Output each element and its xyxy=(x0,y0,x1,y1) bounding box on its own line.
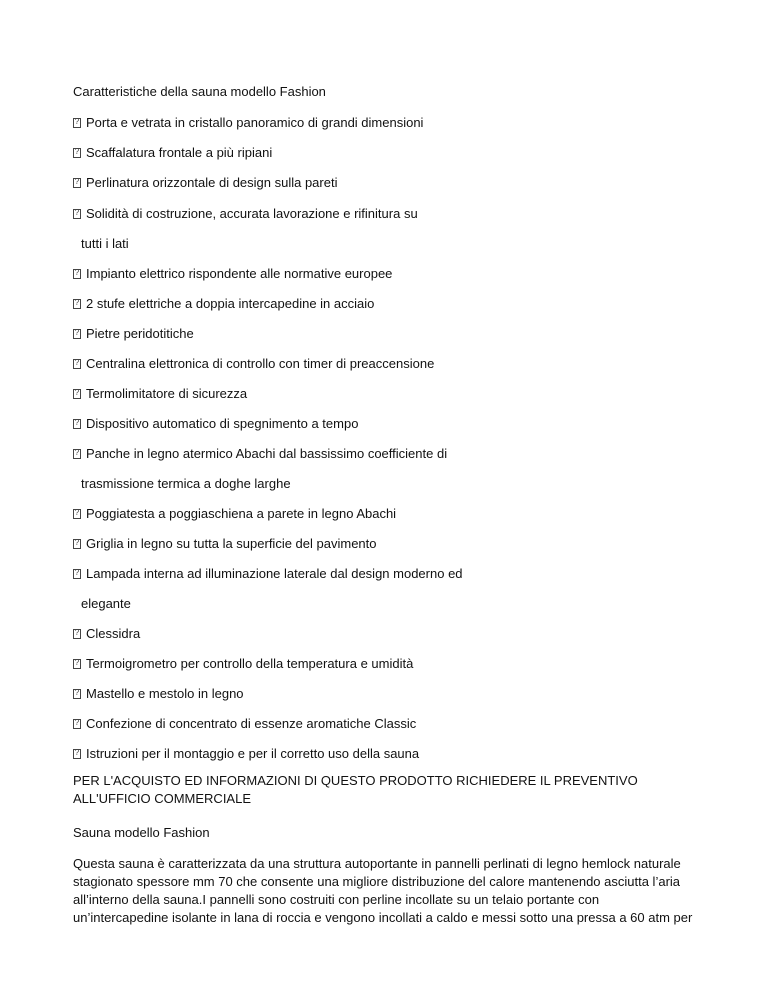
missing-glyph-icon xyxy=(73,539,81,549)
missing-glyph-icon xyxy=(73,359,81,369)
purchase-notice: PER L'ACQUISTO ED INFORMAZIONI DI QUESTO PRODOTTO RICHIEDERE IL PREVENTIVO ALL'UFFICIO COMMERCIALE xyxy=(73,773,638,806)
feature-item: ?Poggiatesta a poggiaschiena a parete in legno Abachi xyxy=(73,506,396,522)
missing-glyph-icon xyxy=(73,719,81,729)
missing-glyph-icon xyxy=(73,148,81,158)
missing-glyph-icon xyxy=(73,509,81,519)
feature-item: ?Mastello e mestolo in legno xyxy=(73,686,244,702)
product-description: Questa sauna è caratterizzata da una struttura autoportante in pannelli perlinati di legno hemlock naturale stagionato spessore mm 70 che consente una migliore distribuzione del calore mantenendo asciutta l’aria all’interno della sauna.I pannelli sono costruiti con perline incollate su un telaio portante con un’intercapedine isolante in lana di roccia e vengono incollati a caldo e messi sotto una pressa a 60 atm per xyxy=(73,856,693,925)
missing-glyph-icon xyxy=(73,659,81,669)
feature-item: ?Perlinatura orizzontale di design sulla pareti xyxy=(73,175,337,191)
feature-item-continuation: tutti i lati xyxy=(81,236,129,251)
missing-glyph-icon xyxy=(73,209,81,219)
missing-glyph-icon xyxy=(73,689,81,699)
missing-glyph-icon xyxy=(73,118,81,128)
feature-item: ?Griglia in legno su tutta la superficie del pavimento xyxy=(73,536,377,552)
feature-item: ?Panche in legno atermico Abachi dal bassissimo coefficiente di xyxy=(73,446,447,462)
feature-item: ?Clessidra xyxy=(73,626,140,642)
feature-item: ?Istruzioni per il montaggio e per il corretto uso della sauna xyxy=(73,746,419,762)
missing-glyph-icon xyxy=(73,749,81,759)
feature-item: ?Termolimitatore di sicurezza xyxy=(73,386,247,402)
document-heading: Caratteristiche della sauna modello Fashion xyxy=(73,84,326,99)
missing-glyph-icon xyxy=(73,449,81,459)
feature-item-continuation: trasmissione termica a doghe larghe xyxy=(81,476,291,491)
missing-glyph-icon xyxy=(73,299,81,309)
section-subheading: Sauna modello Fashion xyxy=(73,825,210,840)
missing-glyph-icon xyxy=(73,269,81,279)
feature-item: ?Solidità di costruzione, accurata lavorazione e rifinitura su xyxy=(73,206,418,222)
feature-item: ?Porta e vetrata in cristallo panoramico di grandi dimensioni xyxy=(73,115,423,131)
missing-glyph-icon xyxy=(73,569,81,579)
missing-glyph-icon xyxy=(73,178,81,188)
missing-glyph-icon xyxy=(73,419,81,429)
feature-item: ?Termoigrometro per controllo della temperatura e umidità xyxy=(73,656,413,672)
feature-item: ?Confezione di concentrato di essenze aromatiche Classic xyxy=(73,716,416,732)
missing-glyph-icon xyxy=(73,329,81,339)
feature-item-continuation: elegante xyxy=(81,596,131,611)
feature-item: ?Impianto elettrico rispondente alle normative europee xyxy=(73,266,392,282)
feature-item: ?Scaffalatura frontale a più ripiani xyxy=(73,145,272,161)
feature-item: ?Pietre peridotitiche xyxy=(73,326,194,342)
feature-item: ?Lampada interna ad illuminazione laterale dal design moderno ed xyxy=(73,566,463,582)
feature-item: ?Dispositivo automatico di spegnimento a tempo xyxy=(73,416,358,432)
feature-item: ?Centralina elettronica di controllo con timer di preaccensione xyxy=(73,356,434,372)
missing-glyph-icon xyxy=(73,389,81,399)
feature-item: ?2 stufe elettriche a doppia intercapedine in acciaio xyxy=(73,296,374,312)
missing-glyph-icon xyxy=(73,629,81,639)
